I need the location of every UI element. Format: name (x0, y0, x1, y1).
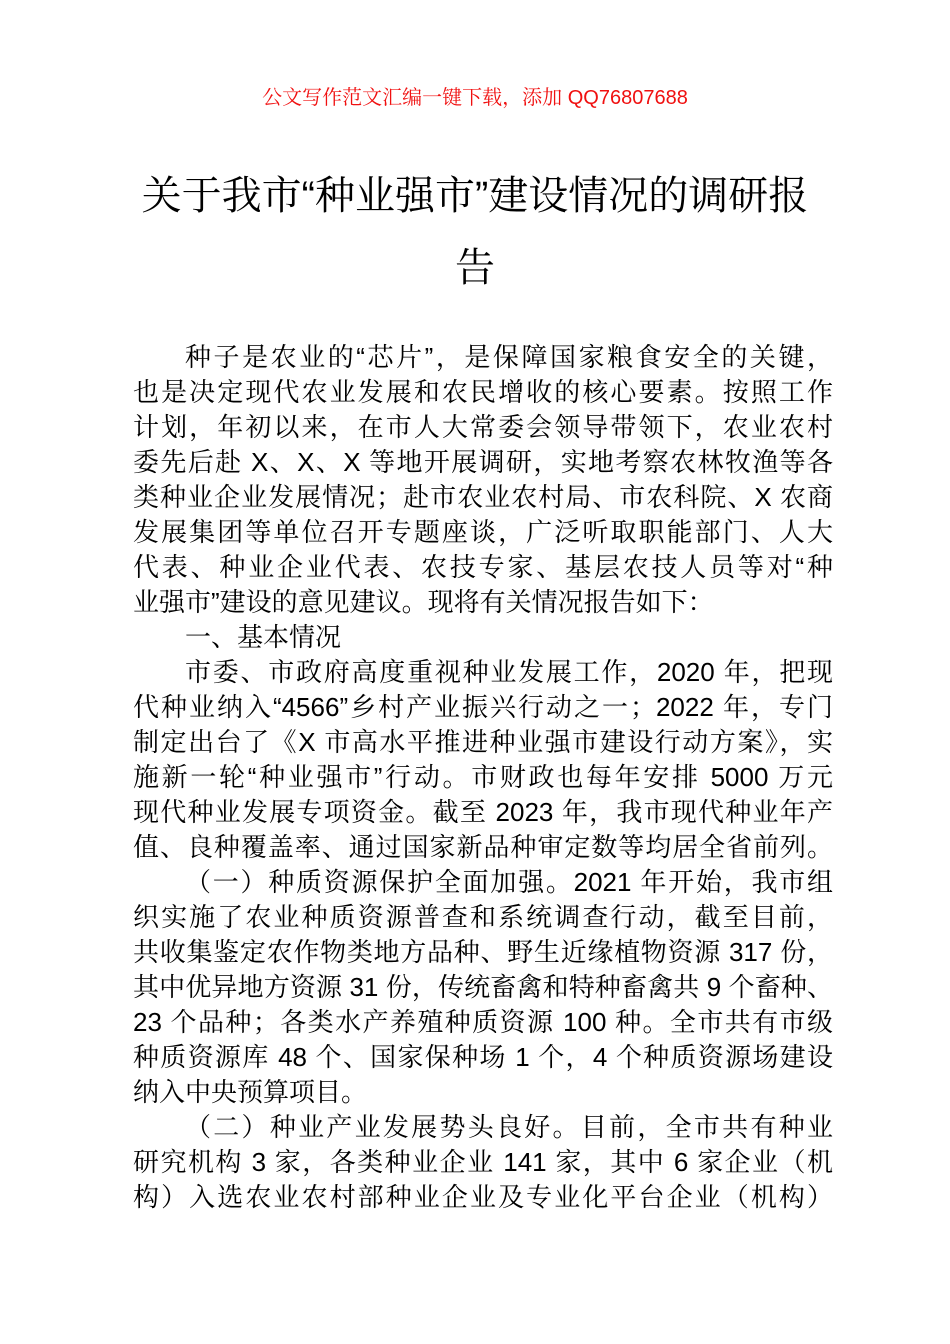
body-line: 其中优异地方资源 31 份，传统畜禽和特种畜禽共 9 个畜种、 (133, 972, 833, 1002)
document-title (0, 160, 950, 304)
body-line: 23 个品种；各类水产养殖种质资源 100 种。全市共有市级 (133, 1007, 833, 1037)
body-line: 制定出台了《X 市高水平推进种业强市建设行动方案》，实 (133, 727, 833, 757)
document-title-line-1: 关于我市“种业强市”建设情况的调研报 (141, 174, 809, 218)
body-line: 市委、市政府高度重视种业发展工作，2020 年，把现 (185, 657, 833, 687)
body-line: 委先后赴 X、X、X 等地开展调研，实地考察农林牧渔等各 (133, 447, 833, 477)
body-line: 一、基本情况 (185, 622, 342, 652)
body-line: 代种业纳入“4566”乡村产业振兴行动之一；2022 年，专门 (133, 692, 833, 722)
body-line: 构）入选农业农村部种业企业及专业化平台企业（机构） (133, 1182, 833, 1212)
document-body (133, 340, 833, 1215)
body-line: 种子是农业的“芯片”，是保障国家粮食安全的关键， (185, 342, 833, 372)
body-line: 计划，年初以来，在市人大常委会领导带领下，农业农村 (133, 412, 833, 442)
body-line: 织实施了农业种质资源普查和系统调查行动，截至目前， (133, 902, 833, 932)
body-line: 业强市”建设的意见建议。现将有关情况报告如下： (133, 587, 714, 617)
body-line: 纳入中央预算项目。 (133, 1077, 368, 1107)
body-line: 共收集鉴定农作物类地方品种、野生近缘植物资源 317 份， (133, 937, 833, 967)
body-line: 施新一轮“种业强市”行动。市财政也每年安排 5000 万元 (133, 762, 833, 792)
promo-banner-text: 公文写作范文汇编一键下载，添加 QQ76807688 (262, 87, 688, 109)
body-line: 也是决定现代农业发展和农民增收的核心要素。按照工作 (133, 377, 833, 407)
body-line: 值、良种覆盖率、通过国家新品种审定数等均居全省前列。 (133, 832, 833, 862)
body-line: 发展集团等单位召开专题座谈，广泛听取职能部门、人大 (133, 517, 833, 547)
body-line: 现代种业发展专项资金。截至 2023 年，我市现代种业年产 (133, 797, 833, 827)
body-line: 种质资源库 48 个、国家保种场 1 个，4 个种质资源场建设 (133, 1042, 833, 1072)
body-line: 类种业企业发展情况；赴市农业农村局、市农科院、X 农商 (133, 482, 833, 512)
body-line: 代表、种业企业代表、农技专家、基层农技人员等对“种 (133, 552, 833, 582)
body-line: （一）种质资源保护全面加强。2021 年开始，我市组 (185, 867, 833, 897)
document-title-line-2: 告 (455, 246, 495, 290)
body-line: 研究机构 3 家，各类种业企业 141 家，其中 6 家企业（机 (133, 1147, 833, 1177)
body-line: （二）种业产业发展势头良好。目前，全市共有种业 (185, 1112, 833, 1142)
